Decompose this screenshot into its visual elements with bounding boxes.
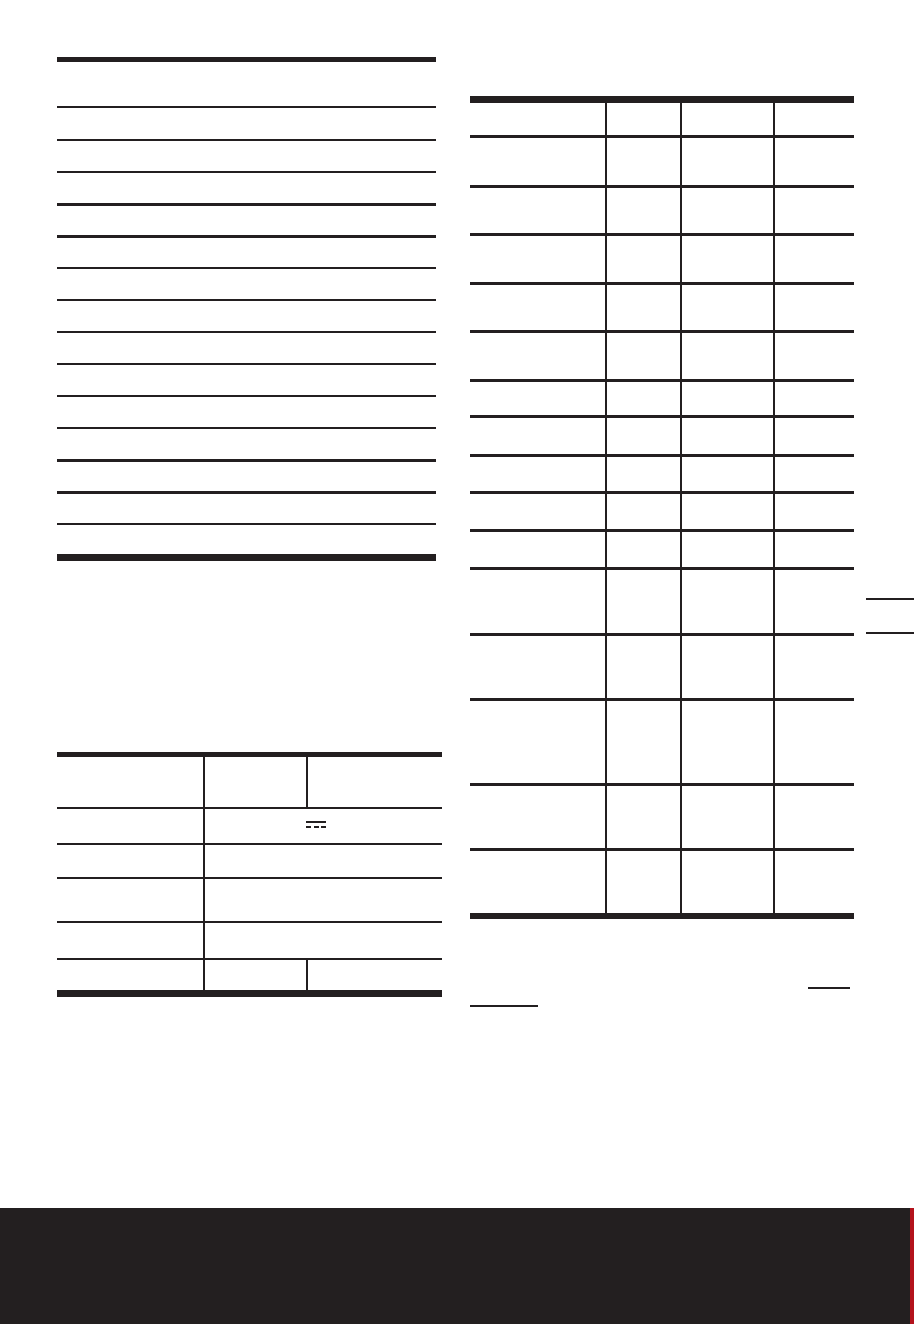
table-bottom-rule [57,554,436,561]
link-underline [470,1005,538,1007]
table-row-rule [470,454,854,457]
table-row-rule [57,235,436,238]
table-row-rule [470,282,854,285]
table-row-rule [470,233,854,236]
table-column-divider [605,103,607,913]
table-row-rule [470,698,854,701]
table-row-rule [57,139,436,141]
table-bottom-rule [57,990,442,997]
section-tab-marker [866,598,914,600]
table-row-rule [470,185,854,188]
table-column-divider [773,103,775,913]
section-tab-marker [866,632,914,634]
table-column-divider [680,103,682,913]
table-row-rule [57,267,436,269]
table-row-rule [470,783,854,786]
table-top-rule [57,752,442,757]
table-column-divider [306,757,308,807]
table-row-rule [57,921,442,923]
link-underline [808,987,850,989]
table-row-rule [470,379,854,382]
table-row-rule [57,958,442,960]
table-bottom-rule [470,913,854,919]
table-row-rule [57,491,436,494]
table-row-rule [57,106,436,108]
table-row-rule [470,491,854,494]
table-row-rule [470,567,854,570]
table-row-rule [57,331,436,333]
table-row-rule [57,877,442,879]
table-row-rule [470,135,854,138]
table-row-rule [470,848,854,851]
table-row-rule [470,415,854,418]
table-row-rule [57,363,436,365]
table-row-rule [57,523,436,525]
table-column-divider [203,757,205,990]
table-row-rule [57,459,436,462]
page-footer-band [0,1208,910,1324]
table-top-rule [57,57,436,62]
page-edge-accent [910,1208,914,1324]
table-row-rule [57,171,436,173]
table-row-rule [470,633,854,636]
table-row-rule [470,330,854,333]
table-top-rule [470,96,854,103]
table-row-rule [57,427,436,429]
table-row-rule [470,529,854,532]
table-column-divider [306,960,308,990]
table-row-rule [57,203,436,206]
table-row-rule [57,807,442,809]
table-row-rule [57,843,442,845]
direct-current-symbol-icon [306,821,326,830]
table-row-rule [57,395,436,397]
table-row-rule [57,299,436,301]
